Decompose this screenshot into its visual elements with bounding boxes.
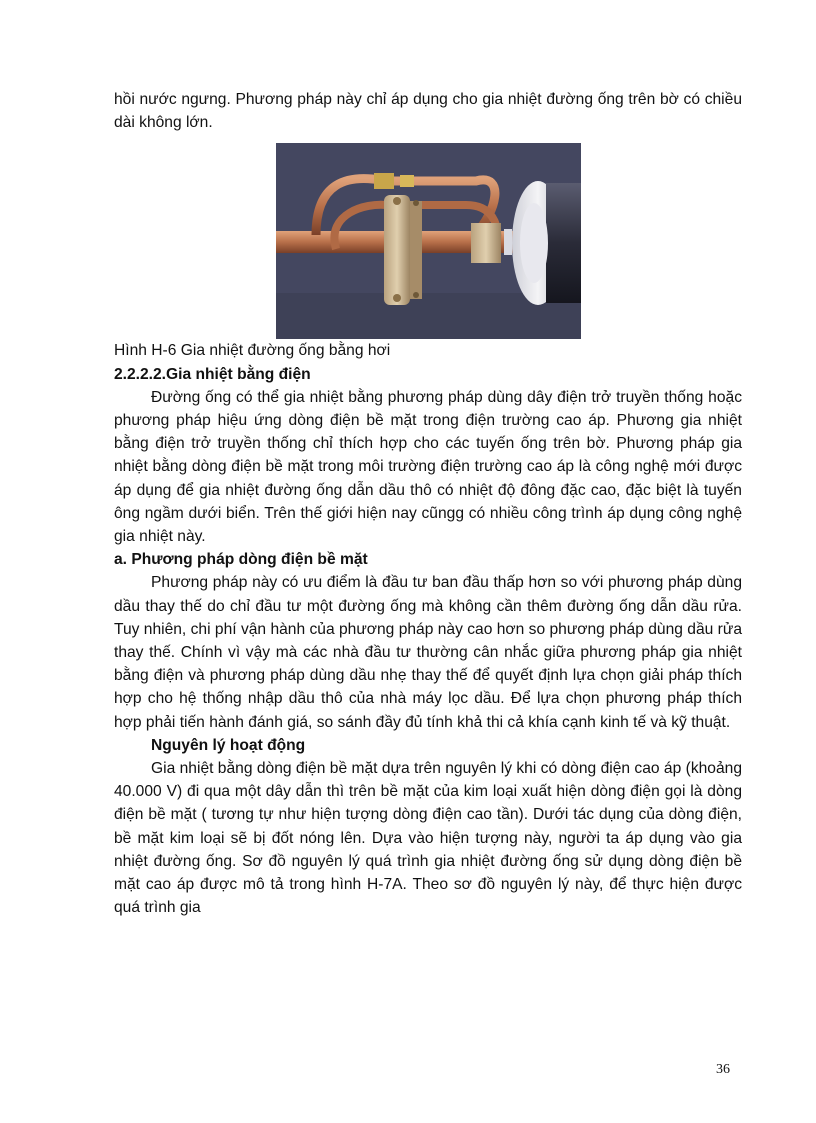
subsection-heading: a. Phương pháp dòng điện bề mặt — [114, 551, 368, 569]
intro-paragraph: hồi nước ngưng. Phương pháp này chỉ áp dụng cho gia nhiệt đường ống trên bờ có chiều dài không lớn. — [114, 91, 742, 132]
figure-caption: Hình H-6 Gia nhiệt đường ống bằng hơi — [114, 342, 391, 360]
principle-heading: Nguyên lý hoạt động — [151, 736, 306, 754]
page-content — [114, 88, 742, 919]
section-heading: 2.2.2.2.Gia nhiệt bằng điện — [114, 365, 311, 383]
pipe-illustration — [276, 143, 581, 339]
principle-paragraph: Gia nhiệt bằng dòng điện bề mặt dựa trên nguyên lý khi có dòng điện cao áp (khoảng 40.000 V) đi qua một dây dẫn thì trên bề mặt của kim loại xuất hiện dòng điện gọi là dòng điện bề mặt ( tương tự như hiện tượng dòng điện cao tần). Dưới tác dụng của dòng điện, bề mặt kim loại sẽ bị đốt nóng lên. Dựa vào hiện tượng này, người ta áp dụng vào gia nhiệt đường ống. Sơ đồ nguyên lý quá trình gia nhiệt đường ống sử dụng dòng điện bề mặt cao áp được mô tả trong hình H-7A. Theo sơ đồ nguyên lý này, để thực hiện được quá trình gia — [114, 760, 742, 917]
section-paragraph: Đường ống có thể gia nhiệt bằng phương pháp dùng dây điện trở truyền thống hoặc phương pháp hiệu ứng dòng điện bề mặt trong điện trường cao áp. Phương gia nhiệt bằng điện trở truyền thống chỉ thích hợp cho các tuyến ống trên bờ. Phương pháp gia nhiệt bằng dòng điện bề mặt trong môi trường điện trường cao áp là công nghệ mới được áp dụng để gia nhiệt đường ống dẫn dầu thô có nhiệt độ đông đặc cao, đặc biệt là tuyến ông ngầm dưới biển. Trên thế giới hiện nay cũngg có nhiều công trình áp dụng công nghệ gia nhiệt này. — [114, 388, 742, 546]
subsection-paragraph: Phương pháp này có ưu điểm là đầu tư ban đầu thấp hơn so với phương pháp dùng dầu thay thế do chỉ đầu tư một đường ống mà không cần thêm đường ống dẫn dầu rửa. Tuy nhiên, chi phí vận hành của phương pháp này cao hơn so phương pháp dùng dầu rửa thay thế. Chính vì vậy mà các nhà đầu tư thường cân nhắc giữa phương pháp gia nhiệt bằng điện và phương pháp dùng dầu nhẹ thay thế để quyết định lựa chọn giải pháp thích hợp cho hệ thống nhập dầu thô của nhà máy lọc dầu. Để lựa chọn phương pháp thích hợp phải tiến hành đánh giá, so sánh đầy đủ tính khả thi cả khía cạnh kinh tế và kỹ thuật. — [114, 574, 742, 731]
page-number: 36 — [716, 1062, 730, 1077]
steam-heated-pipe-photo-icon — [276, 143, 581, 339]
